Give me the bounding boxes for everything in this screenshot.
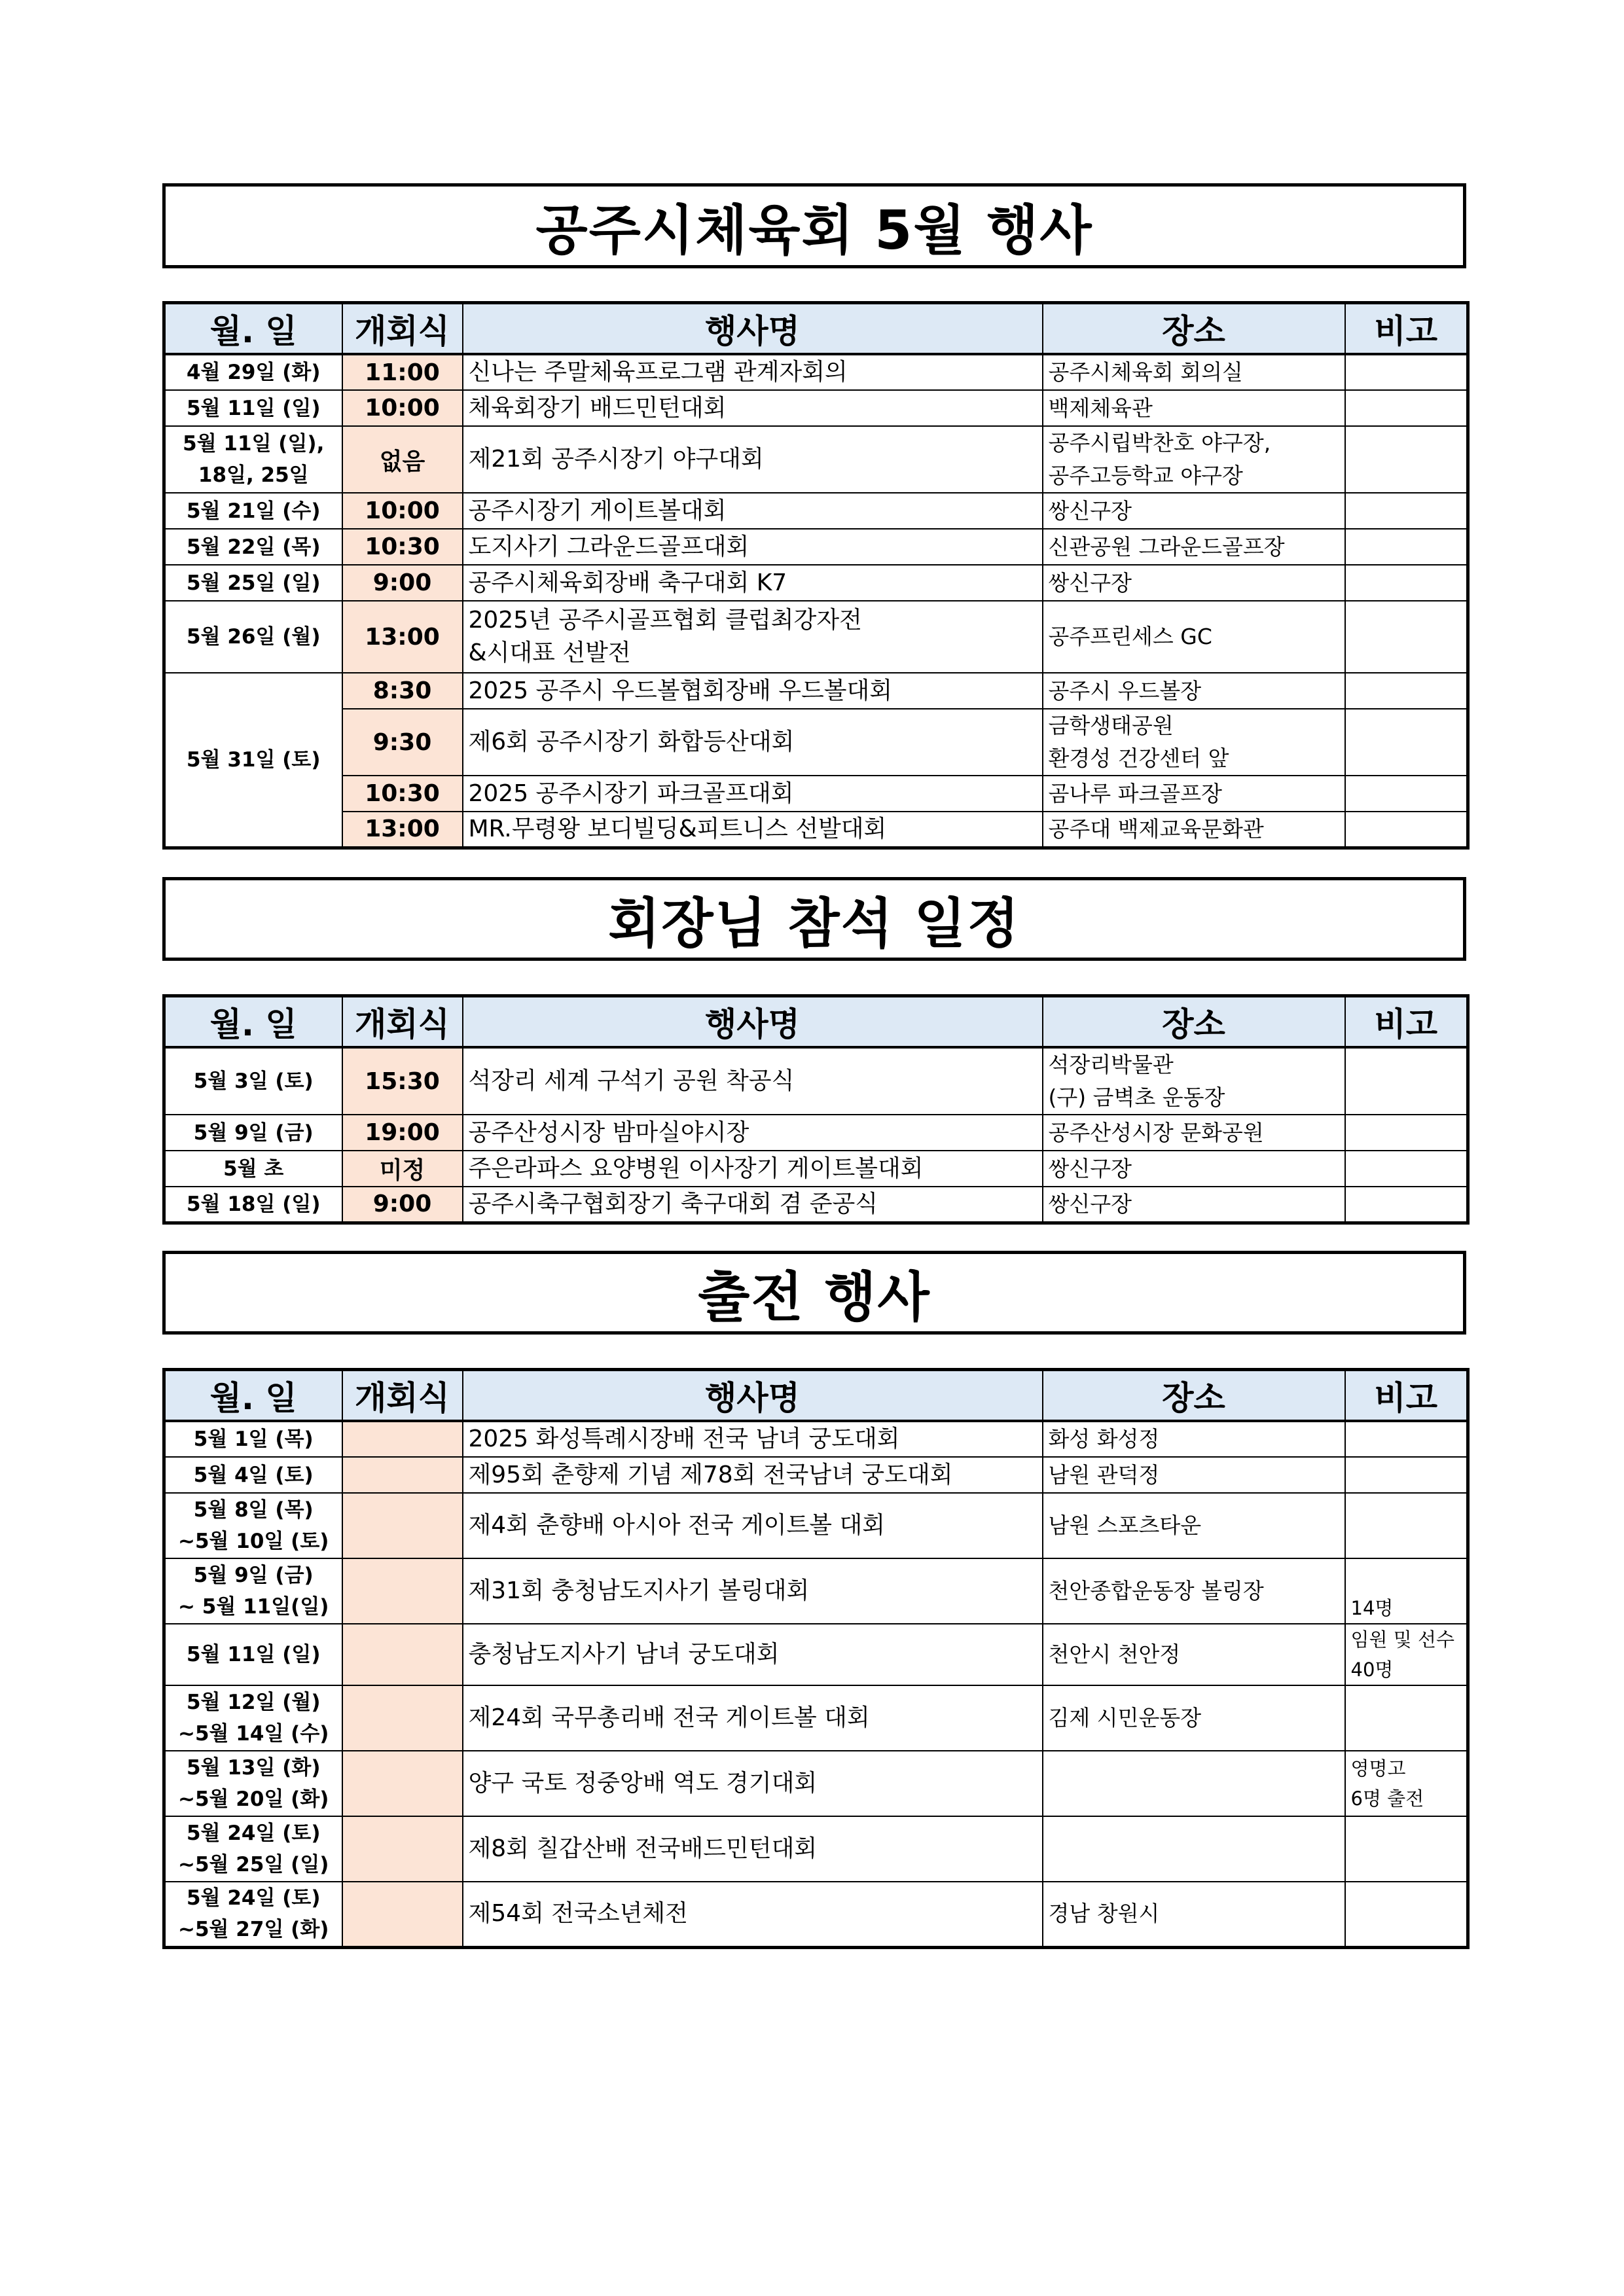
row-place: 공주프린세스 GC	[1043, 601, 1345, 673]
section-title-3: 출전 행사	[162, 1251, 1466, 1335]
header-note: 비고	[1345, 996, 1468, 1048]
table-row	[164, 1751, 1468, 1816]
row-date: 5월 25일 (일)	[164, 565, 342, 601]
row-time: 19:00	[342, 1115, 463, 1151]
row-name: 2025 공주시 우드볼협회장배 우드볼대회	[463, 673, 1043, 709]
row-place: 금학생태공원 환경성 건강센터 앞	[1043, 709, 1345, 776]
row-time: 10:00	[342, 493, 463, 529]
row-time	[342, 1624, 463, 1685]
row-name: 제4회 춘향배 아시아 전국 게이트볼 대회	[463, 1493, 1043, 1558]
row-time	[342, 1457, 463, 1493]
row-name: 제31회 충청남도지사기 볼링대회	[463, 1558, 1043, 1624]
row-date: 5월 31일 (토)	[164, 673, 342, 848]
row-note	[1345, 529, 1468, 565]
row-place: 공주대 백제교육문화관	[1043, 812, 1345, 848]
section-title-2: 회장님 참석 일정	[162, 877, 1466, 961]
row-name: MR.무령왕 보디빌딩&피트니스 선발대회	[463, 812, 1043, 848]
table-row	[164, 390, 1468, 426]
row-date: 5월 22일 (목)	[164, 529, 342, 565]
row-name: 2025년 공주시골프협회 클럽최강자전 &시대표 선발전	[463, 601, 1043, 673]
row-note	[1345, 390, 1468, 426]
row-date: 5월 13일 (화) ~5월 20일 (화)	[164, 1751, 342, 1816]
row-note	[1345, 1151, 1468, 1187]
row-note: 14명	[1345, 1558, 1468, 1624]
header-name: 행사명	[463, 303, 1043, 355]
row-name: 공주시축구협회장기 축구대회 겸 준공식	[463, 1187, 1043, 1223]
header-name: 행사명	[463, 996, 1043, 1048]
row-place: 석장리박물관 (구) 금벽초 운동장	[1043, 1047, 1345, 1115]
row-place: 곰나루 파크골프장	[1043, 776, 1345, 812]
row-name: 공주산성시장 밤마실야시장	[463, 1115, 1043, 1151]
row-place: 공주시체육회 회의실	[1043, 354, 1345, 390]
row-time	[342, 1558, 463, 1624]
row-time	[342, 1493, 463, 1558]
schedule-table-3	[162, 1368, 1470, 1949]
row-date: 5월 11일 (일)	[164, 1624, 342, 1685]
row-name: 제95회 춘향제 기념 제78회 전국남녀 궁도대회	[463, 1457, 1043, 1493]
row-note: 영명고 6명 출전	[1345, 1751, 1468, 1816]
row-time	[342, 1816, 463, 1882]
table-row	[164, 601, 1468, 673]
table-row	[164, 1685, 1468, 1751]
row-note	[1345, 776, 1468, 812]
row-date: 5월 1일 (목)	[164, 1421, 342, 1457]
row-time: 9:00	[342, 565, 463, 601]
row-date: 5월 3일 (토)	[164, 1047, 342, 1115]
table-row	[164, 529, 1468, 565]
row-note	[1345, 601, 1468, 673]
row-name: 제54회 전국소년체전	[463, 1882, 1043, 1947]
row-name: 2025 화성특례시장배 전국 남녀 궁도대회	[463, 1421, 1043, 1457]
row-place	[1043, 1751, 1345, 1816]
header-name: 행사명	[463, 1370, 1043, 1422]
row-name: 도지사기 그라운드골프대회	[463, 529, 1043, 565]
row-time: 8:30	[342, 673, 463, 709]
table-row	[164, 1624, 1468, 1685]
row-date: 5월 26일 (월)	[164, 601, 342, 673]
row-time: 10:30	[342, 529, 463, 565]
table-row	[164, 565, 1468, 601]
header-place: 장소	[1043, 996, 1345, 1048]
row-note	[1345, 1047, 1468, 1115]
header-row	[164, 996, 1468, 1048]
row-note	[1345, 493, 1468, 529]
header-place: 장소	[1043, 1370, 1345, 1422]
table-row	[164, 1187, 1468, 1223]
row-time: 10:00	[342, 390, 463, 426]
table-row	[164, 1047, 1468, 1115]
row-note	[1345, 673, 1468, 709]
row-note	[1345, 1421, 1468, 1457]
row-name: 주은라파스 요양병원 이사장기 게이트볼대회	[463, 1151, 1043, 1187]
section-title-1: 공주시체육회 5월 행사	[162, 183, 1466, 268]
header-time: 개회식	[342, 996, 463, 1048]
table-row	[164, 673, 1468, 709]
header-date: 월. 일	[164, 1370, 342, 1422]
row-name: 제6회 공주시장기 화합등산대회	[463, 709, 1043, 776]
row-note	[1345, 709, 1468, 776]
table-row	[164, 709, 1468, 776]
row-name: 제24회 국무총리배 전국 게이트볼 대회	[463, 1685, 1043, 1751]
row-place: 공주시 우드볼장	[1043, 673, 1345, 709]
row-time: 13:00	[342, 601, 463, 673]
row-place: 쌍신구장	[1043, 1187, 1345, 1223]
row-name: 충청남도지사기 남녀 궁도대회	[463, 1624, 1043, 1685]
row-place: 쌍신구장	[1043, 1151, 1345, 1187]
row-date: 5월 18일 (일)	[164, 1187, 342, 1223]
table-row	[164, 812, 1468, 848]
row-place: 공주시립박찬호 야구장, 공주고등학교 야구장	[1043, 426, 1345, 493]
row-note	[1345, 1493, 1468, 1558]
row-name: 양구 국토 정중앙배 역도 경기대회	[463, 1751, 1043, 1816]
table-row	[164, 426, 1468, 493]
row-note	[1345, 426, 1468, 493]
row-date: 5월 8일 (목) ~5월 10일 (토)	[164, 1493, 342, 1558]
row-place: 천안시 천안정	[1043, 1624, 1345, 1685]
row-place: 경남 창원시	[1043, 1882, 1345, 1947]
table-row	[164, 776, 1468, 812]
row-time: 13:00	[342, 812, 463, 848]
row-note	[1345, 1457, 1468, 1493]
header-note: 비고	[1345, 303, 1468, 355]
row-note	[1345, 1115, 1468, 1151]
row-note	[1345, 1882, 1468, 1947]
row-date: 5월 초	[164, 1151, 342, 1187]
row-time: 11:00	[342, 354, 463, 390]
row-name: 신나는 주말체육프로그램 관계자회의	[463, 354, 1043, 390]
row-note	[1345, 1685, 1468, 1751]
row-time	[342, 1421, 463, 1457]
row-note	[1345, 354, 1468, 390]
row-place: 공주산성시장 문화공원	[1043, 1115, 1345, 1151]
row-date: 5월 9일 (금) ~ 5월 11일(일)	[164, 1558, 342, 1624]
table-row	[164, 1816, 1468, 1882]
row-place: 쌍신구장	[1043, 493, 1345, 529]
table-row	[164, 1115, 1468, 1151]
row-name: 공주시체육회장배 축구대회 K7	[463, 565, 1043, 601]
row-time: 9:30	[342, 709, 463, 776]
row-date: 4월 29일 (화)	[164, 354, 342, 390]
header-row	[164, 1370, 1468, 1422]
row-place: 쌍신구장	[1043, 565, 1345, 601]
row-date: 5월 12일 (월) ~5월 14일 (수)	[164, 1685, 342, 1751]
row-name: 석장리 세계 구석기 공원 착공식	[463, 1047, 1043, 1115]
row-note	[1345, 565, 1468, 601]
row-name: 2025 공주시장기 파크골프대회	[463, 776, 1043, 812]
header-date: 월. 일	[164, 996, 342, 1048]
header-note: 비고	[1345, 1370, 1468, 1422]
row-time	[342, 1685, 463, 1751]
header-time: 개회식	[342, 303, 463, 355]
table-row	[164, 354, 1468, 390]
header-row	[164, 303, 1468, 355]
table-row	[164, 1421, 1468, 1457]
row-place: 남원 스포츠타운	[1043, 1493, 1345, 1558]
row-note	[1345, 1187, 1468, 1223]
header-place: 장소	[1043, 303, 1345, 355]
table-row	[164, 493, 1468, 529]
row-date: 5월 24일 (토) ~5월 27일 (화)	[164, 1882, 342, 1947]
row-date: 5월 4일 (토)	[164, 1457, 342, 1493]
row-place: 천안종합운동장 볼링장	[1043, 1558, 1345, 1624]
table-row	[164, 1493, 1468, 1558]
table-row	[164, 1457, 1468, 1493]
row-date: 5월 11일 (일), 18일, 25일	[164, 426, 342, 493]
row-place: 남원 관덕정	[1043, 1457, 1345, 1493]
row-place: 김제 시민운동장	[1043, 1685, 1345, 1751]
row-name: 체육회장기 배드민턴대회	[463, 390, 1043, 426]
schedule-table-2	[162, 994, 1470, 1225]
row-time	[342, 1751, 463, 1816]
row-place: 백제체육관	[1043, 390, 1345, 426]
header-time: 개회식	[342, 1370, 463, 1422]
row-name: 제21회 공주시장기 야구대회	[463, 426, 1043, 493]
table-row	[164, 1151, 1468, 1187]
row-place: 화성 화성정	[1043, 1421, 1345, 1457]
row-place	[1043, 1816, 1345, 1882]
table-row	[164, 1882, 1468, 1947]
row-name: 제8회 칠갑산배 전국배드민턴대회	[463, 1816, 1043, 1882]
row-date: 5월 24일 (토) ~5월 25일 (일)	[164, 1816, 342, 1882]
schedule-table-1	[162, 301, 1470, 850]
row-note	[1345, 1816, 1468, 1882]
row-note: 임원 및 선수 40명	[1345, 1624, 1468, 1685]
row-time: 없음	[342, 426, 463, 493]
row-place: 신관공원 그라운드골프장	[1043, 529, 1345, 565]
row-date: 5월 11일 (일)	[164, 390, 342, 426]
row-name: 공주시장기 게이트볼대회	[463, 493, 1043, 529]
row-date: 5월 9일 (금)	[164, 1115, 342, 1151]
row-time	[342, 1882, 463, 1947]
row-time: 10:30	[342, 776, 463, 812]
row-time: 15:30	[342, 1047, 463, 1115]
row-note	[1345, 812, 1468, 848]
table-row	[164, 1558, 1468, 1624]
row-time: 미정	[342, 1151, 463, 1187]
row-date: 5월 21일 (수)	[164, 493, 342, 529]
header-date: 월. 일	[164, 303, 342, 355]
row-time: 9:00	[342, 1187, 463, 1223]
